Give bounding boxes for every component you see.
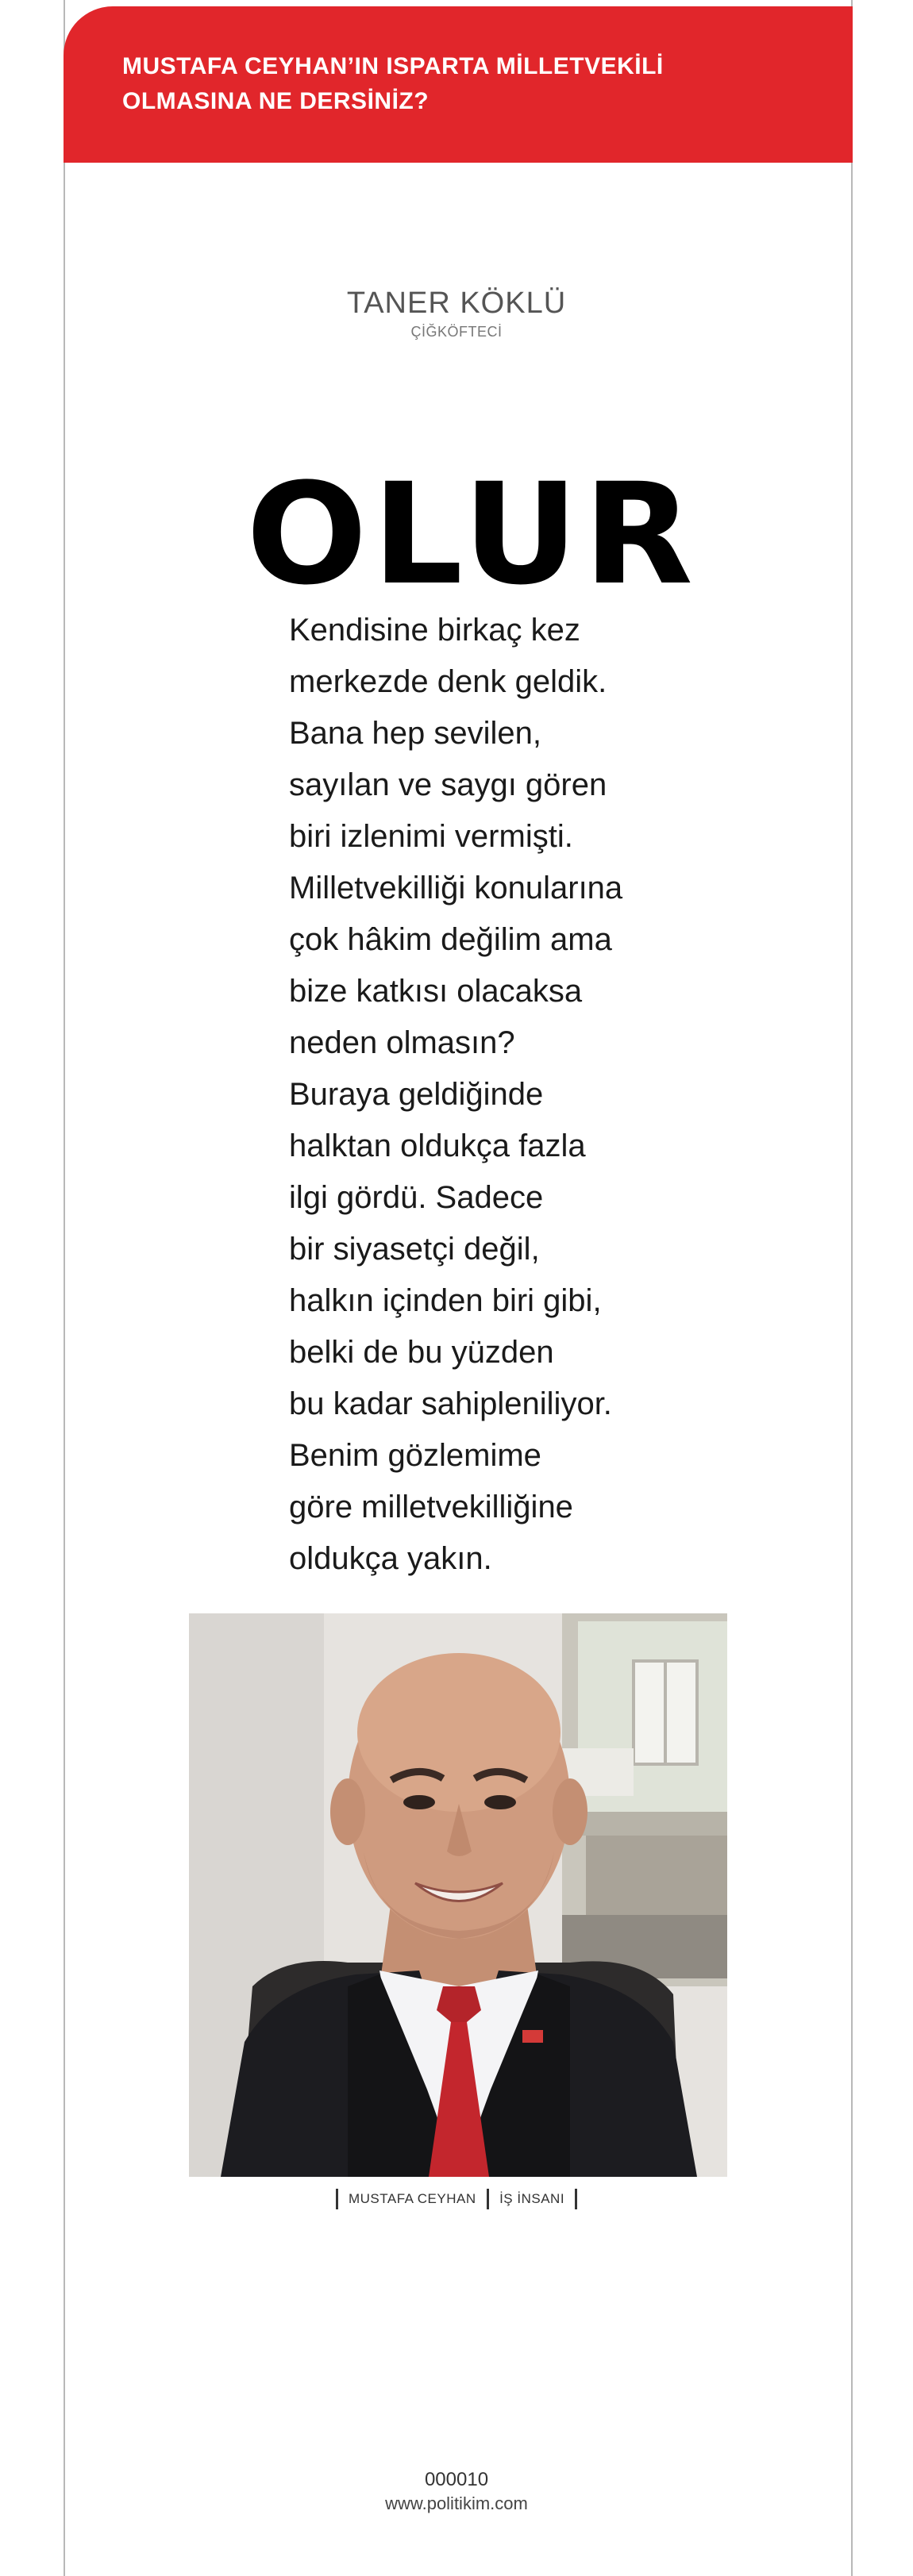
author-role: ÇİĞKÖFTECİ [410,324,503,340]
website-link[interactable]: www.politikim.com [385,2493,528,2513]
answer-line: bize katkısı olacaksa [289,974,583,1009]
answer-text [289,605,702,1585]
author-name: TANER KÖKLÜ [346,286,567,320]
caption-divider [487,2189,489,2209]
caption-person-name: MUSTAFA CEYHAN [348,2191,476,2206]
answer-line: ilgi gördü. Sadece [289,1180,544,1215]
answer-line: halktan oldukça fazla [289,1128,586,1163]
answer-line: belki de bu yüzden [289,1335,554,1370]
question-title-line-1: MUSTAFA CEYHAN’IN ISPARTA MİLLETVEKİLİ [122,53,664,79]
caption-divider [336,2189,338,2209]
author-block [0,286,913,341]
answer-line: halkın içinden biri gibi, [289,1283,602,1318]
answer-line: oldukça yakın. [289,1541,492,1576]
answer-line: bir siyasetçi değil, [289,1232,540,1267]
answer-line: çok hâkim değilim ama [289,922,612,957]
answer-line: bu kadar sahipleniliyor. [289,1386,612,1421]
answer-line: sayılan ve saygı gören [289,767,607,802]
page-footer [0,2468,913,2516]
caption-person-title: İŞ İNSANI [499,2191,565,2206]
answer-line: Milletvekilliği konularına [289,871,623,905]
question-title-line-2: OLMASINA NE DERSİNİZ? [122,88,430,114]
portrait-illustration [189,1613,727,2177]
photo-caption [0,2189,913,2209]
answer-line: neden olmasın? [289,1025,515,1060]
answer-line: Benim gözlemime [289,1438,541,1473]
answer-line: göre milletvekilliğine [289,1490,573,1524]
caption-divider [575,2189,577,2209]
question-title [122,49,789,119]
answer-line: biri izlenimi vermişti. [289,819,573,854]
portrait-photo [189,1613,727,2177]
answer-line: Bana hep sevilen, [289,716,542,751]
verdict-heading: OLUR [246,453,699,616]
header-banner [64,6,853,163]
answer-line: merkezde denk geldik. [289,664,607,699]
page-number: 000010 [424,2469,489,2490]
answer-line: Buraya geldiğinde [289,1077,544,1112]
answer-line: Kendisine birkaç kez [289,613,580,648]
